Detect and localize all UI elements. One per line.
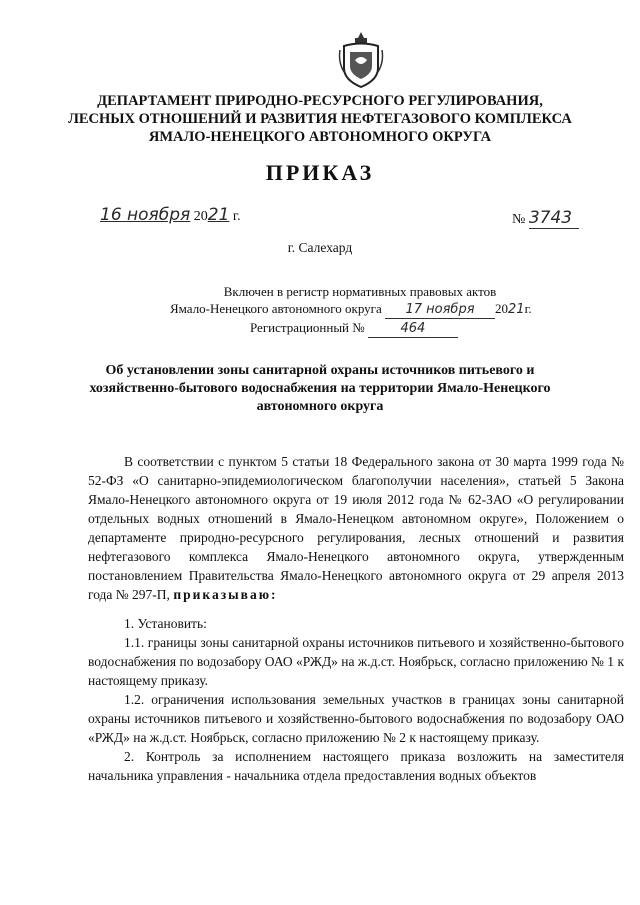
order-date <box>100 205 241 225</box>
preamble-paragraph <box>88 452 624 604</box>
registry-region: Ямало-Ненецкого автономного округа <box>170 301 382 316</box>
registry-line-2 <box>140 300 580 319</box>
department-line-2: ЛЕСНЫХ ОТНОШЕНИЙ И РАЗВИТИЯ НЕФТЕГАЗОВОГО КОМПЛЕКСА <box>68 111 572 127</box>
order-city: г. Салехард <box>287 240 353 255</box>
coat-of-arms-icon <box>338 30 384 90</box>
order-number-prefix: № <box>512 212 526 227</box>
registry-date-handwritten: 17 ноября <box>405 302 475 317</box>
registry-year-suffix: г. <box>524 301 532 316</box>
decree-word: приказываю: <box>173 587 278 602</box>
registry-number-handwritten: 464 <box>400 321 426 336</box>
item-1: 1. Установить: <box>124 616 207 631</box>
order-number <box>512 208 579 229</box>
department-heading <box>40 92 600 146</box>
order-subject: Об установлении зоны санитарной охраны источников питьевого и хозяйственно-бытового водоснабжения на территории Ямало-Ненецкого автономного округа <box>89 363 551 414</box>
department-line-3: ЯМАЛО-НЕНЕЦКОГО АВТОНОМНОГО ОКРУГА <box>148 129 492 145</box>
order-body <box>88 452 624 785</box>
item-2: 2. Контроль за исполнением настоящего приказа возложить на заместителя начальника управления - начальника отдела предоставления водных объектов <box>88 749 624 783</box>
registry-stamp <box>140 283 580 338</box>
department-line-1: ДЕПАРТАМЕНТ ПРИРОДНО-РЕСУРСНОГО РЕГУЛИРОВАНИЯ, <box>97 93 543 109</box>
registry-number-label: Регистрационный № <box>250 320 365 335</box>
registry-line-3 <box>140 319 580 338</box>
registry-year-prefix: 20 <box>495 301 509 316</box>
registry-year-handwritten: 21 <box>508 302 525 317</box>
order-year-prefix: 20 <box>193 209 208 224</box>
registry-line-1: Включен в регистр нормативных правовых актов <box>223 284 497 299</box>
order-number-handwritten: 3743 <box>529 208 579 229</box>
item-1-2: 1.2. ограничения использования земельных участков в границах зоны санитарной охраны источников питьевого и хозяйственно-бытового водоснабжения по водозабору ОАО «РЖД» на ж.д.ст. Ноябрьск, согласно приложению № 2 к настоящему приказу. <box>88 692 624 745</box>
item-1-1: 1.1. границы зоны санитарной охраны источников питьевого и хозяйственно-бытового водоснабжения по водозабору ОАО «РЖД» на ж.д.ст. Ноябрьск, согласно приложению № 1 к настоящему приказу. <box>88 635 624 688</box>
order-year-suffix: г. <box>232 209 241 224</box>
preamble-text: В соответствии с пунктом 5 статьи 18 Федерального закона от 30 марта 1999 года № 52-ФЗ «О санитарно-эпидемиологическом благополучии населения», статьей 5 Закона Ямало-Ненецкого автономного округа от 19 июля 2012 года № 62-ЗАО «О регулировании отдельных водных отношений в Ямало-Ненецком автономном округе», Положением о департаменте природно-ресурсного регулирования, лесных отношений и развития нефтегазового комплекса Ямало-Ненецкого автономного округа, утвержденным постановлением Правительства Ямало-Ненецкого автономного округа от 29 апреля 2013 года № 297-П, <box>88 454 624 602</box>
order-year-handwritten: 21 <box>207 205 230 225</box>
order-title: ПРИКАЗ <box>265 160 375 185</box>
order-date-handwritten: 16 ноября <box>100 205 191 225</box>
